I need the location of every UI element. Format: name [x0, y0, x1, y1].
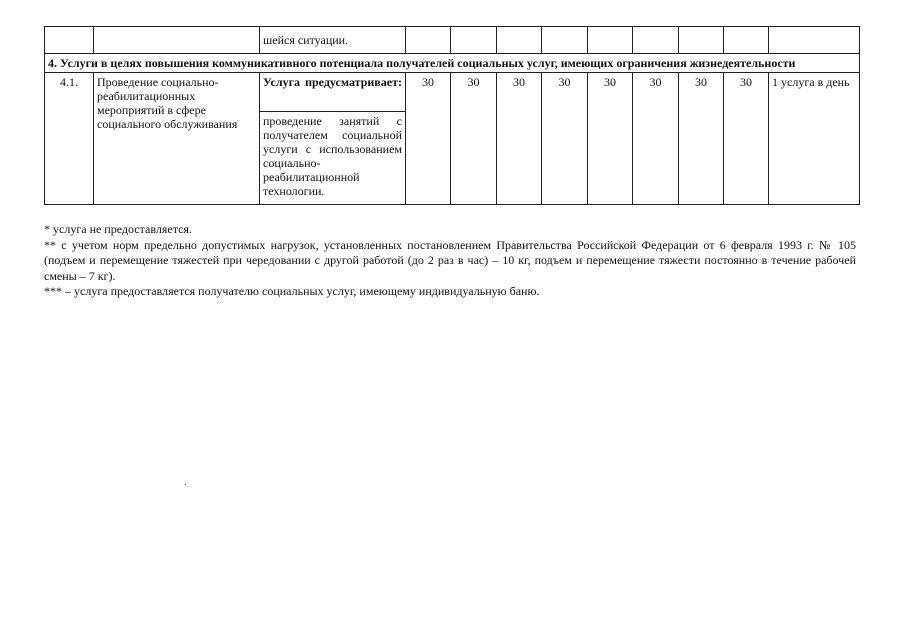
cell-empty — [406, 27, 451, 54]
value-cell: 30 — [633, 73, 679, 205]
cell-empty — [497, 27, 542, 54]
footnote-1: * услуга не предоставляется. — [44, 222, 192, 236]
cell-empty — [633, 27, 679, 54]
frequency-cell: 1 услуга в день — [769, 73, 860, 205]
value-cell: 30 — [724, 73, 769, 205]
value-cell: 30 — [679, 73, 724, 205]
scan-speck — [185, 484, 186, 485]
table-row-4-1 — [45, 73, 860, 112]
cell-empty — [679, 27, 724, 54]
provision-header: Услуга предусматривает: — [260, 73, 406, 112]
cell-empty — [94, 27, 260, 54]
footnotes — [44, 222, 856, 300]
value-cell: 30 — [542, 73, 588, 205]
value-cell: 30 — [406, 73, 451, 205]
value-cell: 30 — [497, 73, 542, 205]
services-table — [44, 26, 860, 205]
cell-empty — [769, 27, 860, 54]
provision-body: проведение занятий с получателем социальной услуги с использованием социально-реабилитационной технологии. — [260, 112, 406, 205]
section-title: 4. Услуги в целях повышения коммуникативного потенциала получателей социальных услуг, имеющих ограничения жизнедеятельности — [45, 54, 860, 73]
section-heading-row — [45, 54, 860, 73]
value-cell: 30 — [588, 73, 633, 205]
cell-empty — [451, 27, 497, 54]
cell-empty — [588, 27, 633, 54]
cell-empty — [724, 27, 769, 54]
row-index: 4.1. — [45, 73, 94, 205]
cell-empty — [45, 27, 94, 54]
cell-description-continued: шейся ситуации. — [260, 27, 406, 54]
footnote-2: ** с учетом норм предельно допустимых нагрузок, установленных постановлением Правительства Российской Федерации от 6 февраля 1993 г. № 105 (подъем и перемещение тяжестей при чередовании с другой работой (до 2 раз в час) – 10 кг, подъем и перемещение тяжести постоянно в течение рабочей смены – 7 кг). — [44, 237, 856, 283]
table-row-continued — [45, 27, 860, 54]
value-cell: 30 — [451, 73, 497, 205]
footnote-3: *** – услуга предоставляется получателю социальных услуг, имеющему индивидуальную баню. — [44, 284, 540, 298]
service-name: Проведение социально-реабилитационных мероприятий в сфере социального обслуживания — [94, 73, 260, 205]
cell-empty — [542, 27, 588, 54]
